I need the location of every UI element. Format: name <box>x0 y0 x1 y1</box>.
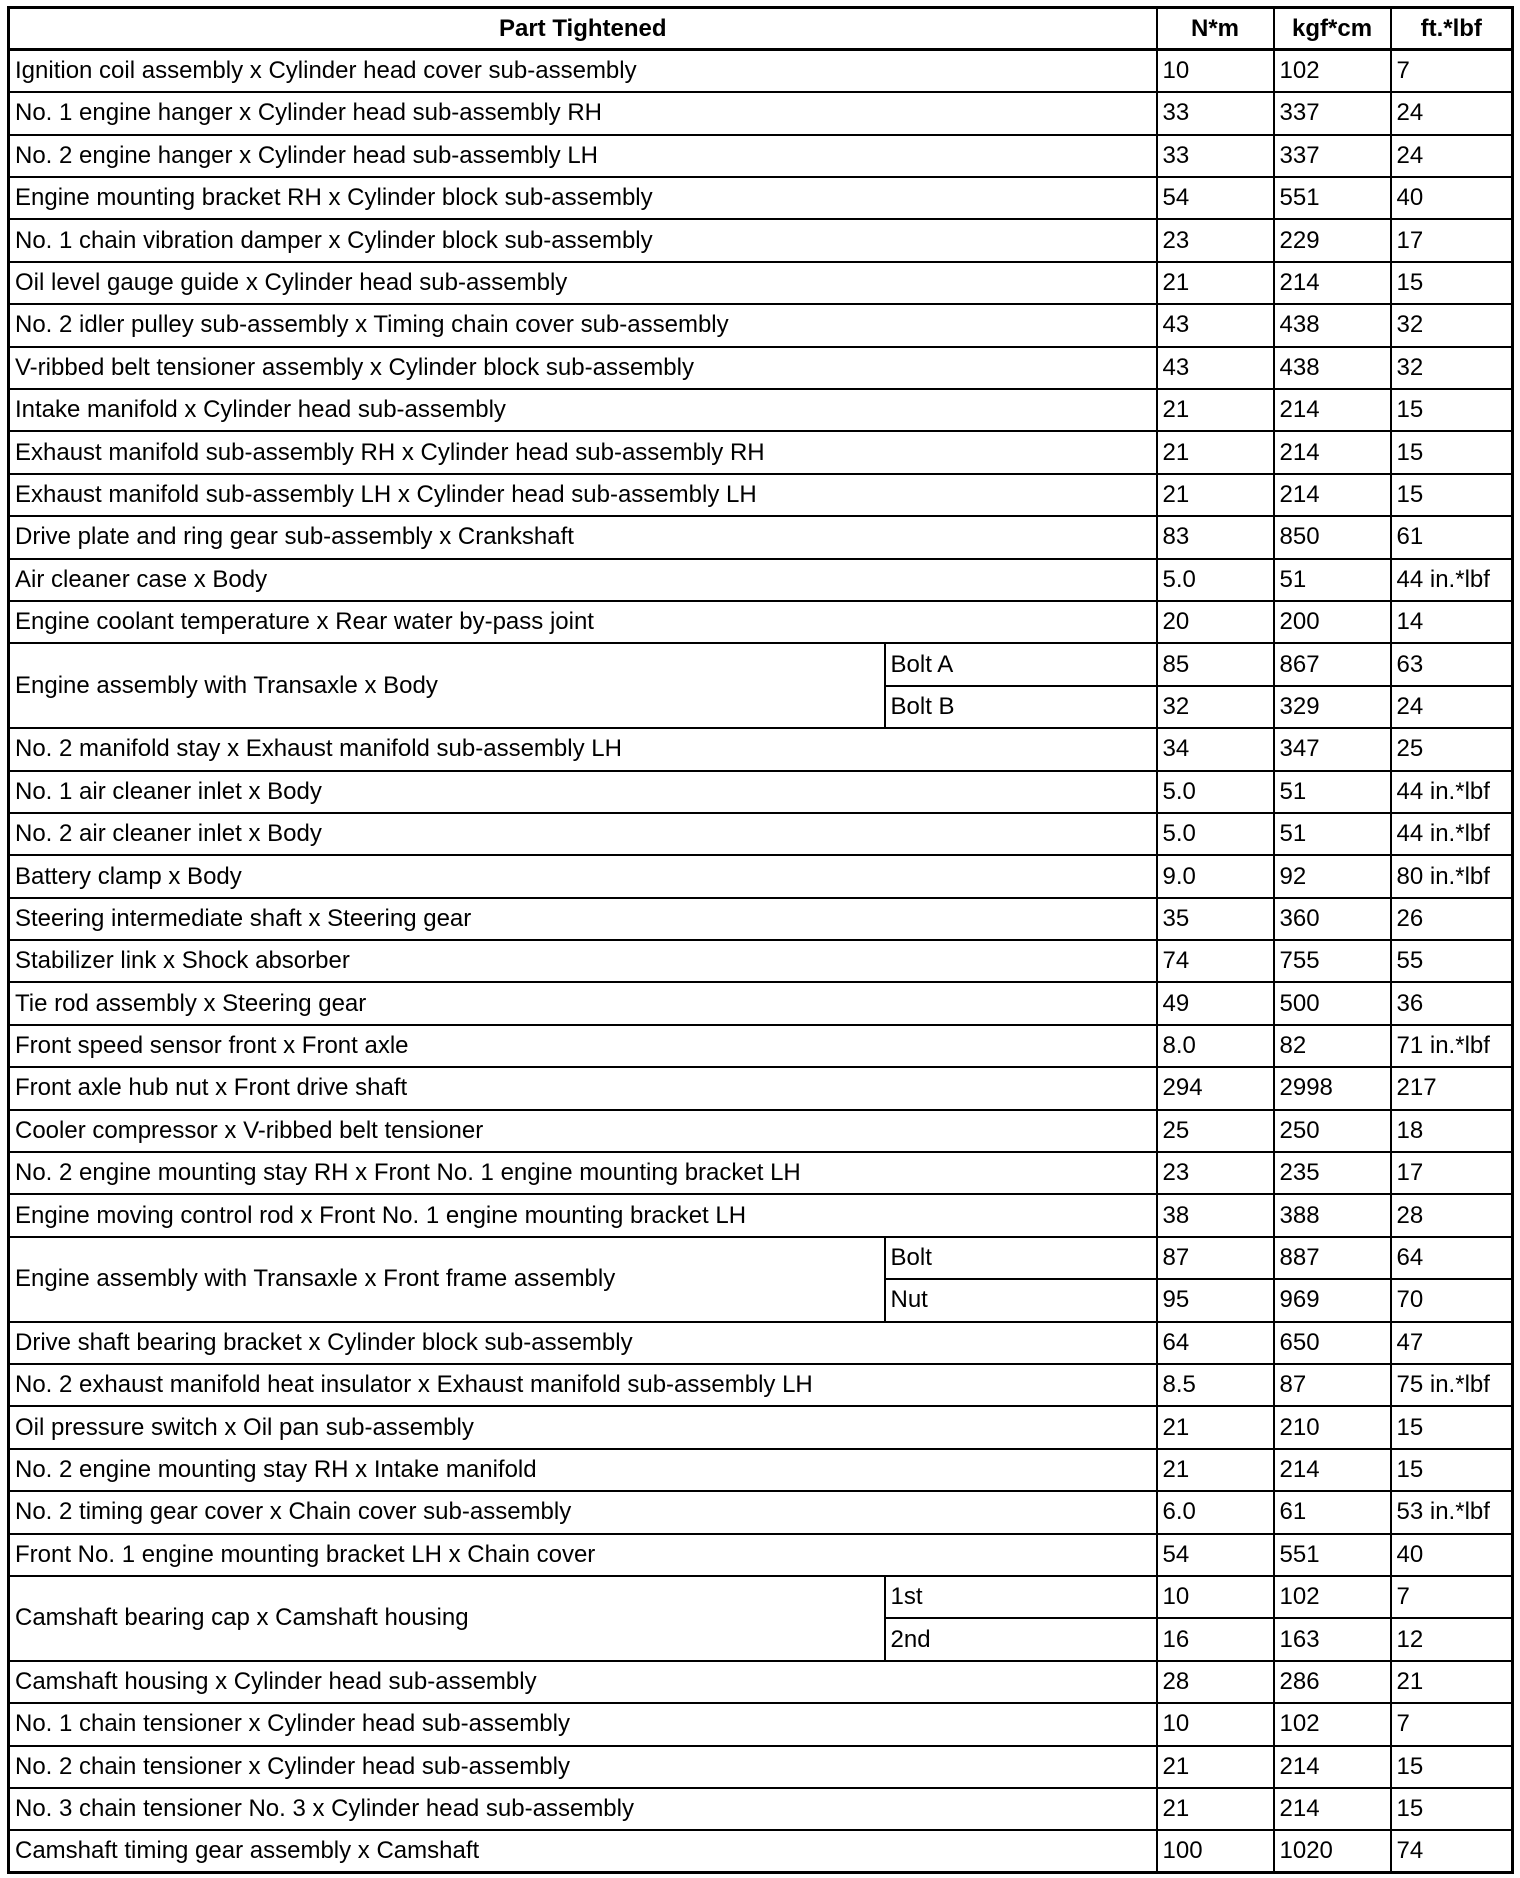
table-row <box>9 1152 1513 1194</box>
table-row <box>9 135 1513 177</box>
torque-kgf-cell: 102 <box>1274 1703 1391 1745</box>
torque-ft-cell: 64 <box>1391 1237 1513 1279</box>
header-row <box>9 8 1513 50</box>
table-row <box>9 855 1513 897</box>
part-name-cell: No. 2 engine mounting stay RH x Front No. 1 engine mounting bracket LH <box>9 1152 1157 1194</box>
torque-ft-cell: 47 <box>1391 1322 1513 1364</box>
torque-ft-cell: 15 <box>1391 431 1513 473</box>
torque-kgf-cell: 210 <box>1274 1406 1391 1448</box>
torque-nm-cell: 54 <box>1157 177 1274 219</box>
part-name-cell: No. 2 idler pulley sub-assembly x Timing chain cover sub-assembly <box>9 304 1157 346</box>
torque-ft-cell: 55 <box>1391 940 1513 982</box>
torque-kgf-cell: 102 <box>1274 1576 1391 1618</box>
torque-nm-cell: 21 <box>1157 262 1274 304</box>
torque-ft-cell: 18 <box>1391 1110 1513 1152</box>
torque-kgf-cell: 102 <box>1274 50 1391 92</box>
torque-nm-cell: 20 <box>1157 601 1274 643</box>
fastener-label-cell: 2nd <box>885 1618 1157 1660</box>
table-row <box>9 304 1513 346</box>
torque-nm-cell: 10 <box>1157 50 1274 92</box>
part-name-cell: Front speed sensor front x Front axle <box>9 1025 1157 1067</box>
part-name-cell: Oil pressure switch x Oil pan sub-assembly <box>9 1406 1157 1448</box>
torque-ft-cell: 14 <box>1391 601 1513 643</box>
torque-nm-cell: 16 <box>1157 1618 1274 1660</box>
torque-kgf-cell: 551 <box>1274 177 1391 219</box>
torque-nm-cell: 21 <box>1157 389 1274 431</box>
torque-kgf-cell: 61 <box>1274 1491 1391 1533</box>
torque-kgf-cell: 92 <box>1274 855 1391 897</box>
part-name-cell: Stabilizer link x Shock absorber <box>9 940 1157 982</box>
torque-ft-cell: 15 <box>1391 262 1513 304</box>
table-row <box>9 431 1513 473</box>
table-row <box>9 1449 1513 1491</box>
torque-ft-cell: 63 <box>1391 643 1513 685</box>
table-row <box>9 643 1513 685</box>
part-name-cell: Exhaust manifold sub-assembly RH x Cylinder head sub-assembly RH <box>9 431 1157 473</box>
part-name-cell: No. 2 engine mounting stay RH x Intake manifold <box>9 1449 1157 1491</box>
torque-kgf-cell: 87 <box>1274 1364 1391 1406</box>
table-row <box>9 898 1513 940</box>
table-row <box>9 262 1513 304</box>
torque-ft-cell: 53 in.*lbf <box>1391 1491 1513 1533</box>
torque-nm-cell: 21 <box>1157 431 1274 473</box>
part-name-cell: Engine assembly with Transaxle x Body <box>9 643 885 728</box>
torque-ft-cell: 7 <box>1391 1703 1513 1745</box>
torque-nm-cell: 8.5 <box>1157 1364 1274 1406</box>
table-row <box>9 1364 1513 1406</box>
table-row <box>9 559 1513 601</box>
part-name-cell: Steering intermediate shaft x Steering gear <box>9 898 1157 940</box>
part-name-cell: No. 2 chain tensioner x Cylinder head sub-assembly <box>9 1746 1157 1788</box>
table-row <box>9 1746 1513 1788</box>
torque-ft-cell: 40 <box>1391 177 1513 219</box>
torque-ft-cell: 80 in.*lbf <box>1391 855 1513 897</box>
torque-nm-cell: 25 <box>1157 1110 1274 1152</box>
header-part-tightened: Part Tightened <box>9 8 1157 50</box>
torque-kgf-cell: 360 <box>1274 898 1391 940</box>
torque-kgf-cell: 235 <box>1274 1152 1391 1194</box>
torque-kgf-cell: 214 <box>1274 1449 1391 1491</box>
fastener-label-cell: Bolt A <box>885 643 1157 685</box>
table-row <box>9 601 1513 643</box>
torque-kgf-cell: 867 <box>1274 643 1391 685</box>
torque-nm-cell: 83 <box>1157 516 1274 558</box>
torque-ft-cell: 7 <box>1391 50 1513 92</box>
torque-ft-cell: 44 in.*lbf <box>1391 813 1513 855</box>
torque-ft-cell: 24 <box>1391 135 1513 177</box>
part-name-cell: No. 2 air cleaner inlet x Body <box>9 813 1157 855</box>
fastener-label-cell: 1st <box>885 1576 1157 1618</box>
torque-kgf-cell: 200 <box>1274 601 1391 643</box>
torque-kgf-cell: 551 <box>1274 1534 1391 1576</box>
torque-kgf-cell: 51 <box>1274 771 1391 813</box>
torque-kgf-cell: 214 <box>1274 431 1391 473</box>
torque-kgf-cell: 438 <box>1274 304 1391 346</box>
table-row <box>9 474 1513 516</box>
torque-ft-cell: 15 <box>1391 1746 1513 1788</box>
torque-nm-cell: 85 <box>1157 643 1274 685</box>
part-name-cell: Engine mounting bracket RH x Cylinder block sub-assembly <box>9 177 1157 219</box>
torque-nm-cell: 10 <box>1157 1576 1274 1618</box>
torque-nm-cell: 5.0 <box>1157 813 1274 855</box>
table-row <box>9 1406 1513 1448</box>
torque-nm-cell: 21 <box>1157 1788 1274 1830</box>
part-name-cell: No. 1 chain tensioner x Cylinder head sub-assembly <box>9 1703 1157 1745</box>
table-row <box>9 389 1513 431</box>
torque-ft-cell: 32 <box>1391 347 1513 389</box>
table-row <box>9 1491 1513 1533</box>
table-row <box>9 1067 1513 1109</box>
header-newton-meters: N*m <box>1157 8 1274 50</box>
torque-nm-cell: 21 <box>1157 1449 1274 1491</box>
torque-ft-cell: 15 <box>1391 1406 1513 1448</box>
table-row <box>9 1703 1513 1745</box>
torque-kgf-cell: 969 <box>1274 1279 1391 1321</box>
torque-kgf-cell: 51 <box>1274 559 1391 601</box>
torque-ft-cell: 25 <box>1391 728 1513 770</box>
torque-nm-cell: 294 <box>1157 1067 1274 1109</box>
torque-ft-cell: 36 <box>1391 982 1513 1024</box>
torque-ft-cell: 217 <box>1391 1067 1513 1109</box>
torque-nm-cell: 43 <box>1157 347 1274 389</box>
fastener-label-cell: Bolt <box>885 1237 1157 1279</box>
torque-kgf-cell: 650 <box>1274 1322 1391 1364</box>
part-name-cell: Oil level gauge guide x Cylinder head sub-assembly <box>9 262 1157 304</box>
torque-kgf-cell: 388 <box>1274 1194 1391 1236</box>
torque-nm-cell: 87 <box>1157 1237 1274 1279</box>
torque-nm-cell: 28 <box>1157 1661 1274 1703</box>
torque-ft-cell: 15 <box>1391 1449 1513 1491</box>
table-row <box>9 1576 1513 1618</box>
part-name-cell: Camshaft timing gear assembly x Camshaft <box>9 1830 1157 1872</box>
torque-nm-cell: 6.0 <box>1157 1491 1274 1533</box>
torque-ft-cell: 70 <box>1391 1279 1513 1321</box>
part-name-cell: Drive shaft bearing bracket x Cylinder block sub-assembly <box>9 1322 1157 1364</box>
torque-kgf-cell: 229 <box>1274 219 1391 261</box>
torque-specification-table <box>7 6 1514 1874</box>
table-row <box>9 1788 1513 1830</box>
torque-ft-cell: 44 in.*lbf <box>1391 559 1513 601</box>
part-name-cell: Engine assembly with Transaxle x Front frame assembly <box>9 1237 885 1322</box>
table-row <box>9 219 1513 261</box>
torque-nm-cell: 74 <box>1157 940 1274 982</box>
torque-ft-cell: 15 <box>1391 1788 1513 1830</box>
table-row <box>9 92 1513 134</box>
fastener-label-cell: Nut <box>885 1279 1157 1321</box>
torque-nm-cell: 21 <box>1157 474 1274 516</box>
torque-nm-cell: 9.0 <box>1157 855 1274 897</box>
part-name-cell: Front No. 1 engine mounting bracket LH x Chain cover <box>9 1534 1157 1576</box>
torque-kgf-cell: 1020 <box>1274 1830 1391 1872</box>
torque-kgf-cell: 250 <box>1274 1110 1391 1152</box>
torque-kgf-cell: 214 <box>1274 1746 1391 1788</box>
torque-kgf-cell: 214 <box>1274 474 1391 516</box>
table-row <box>9 1661 1513 1703</box>
torque-ft-cell: 61 <box>1391 516 1513 558</box>
torque-nm-cell: 95 <box>1157 1279 1274 1321</box>
torque-kgf-cell: 755 <box>1274 940 1391 982</box>
part-name-cell: Tie rod assembly x Steering gear <box>9 982 1157 1024</box>
part-name-cell: No. 3 chain tensioner No. 3 x Cylinder head sub-assembly <box>9 1788 1157 1830</box>
table-row <box>9 177 1513 219</box>
torque-ft-cell: 32 <box>1391 304 1513 346</box>
table-row <box>9 50 1513 92</box>
torque-kgf-cell: 850 <box>1274 516 1391 558</box>
table-row <box>9 1110 1513 1152</box>
part-name-cell: Camshaft housing x Cylinder head sub-assembly <box>9 1661 1157 1703</box>
table-row <box>9 347 1513 389</box>
torque-nm-cell: 10 <box>1157 1703 1274 1745</box>
part-name-cell: No. 2 timing gear cover x Chain cover sub-assembly <box>9 1491 1157 1533</box>
torque-ft-cell: 75 in.*lbf <box>1391 1364 1513 1406</box>
torque-kgf-cell: 438 <box>1274 347 1391 389</box>
fastener-label-cell: Bolt B <box>885 686 1157 728</box>
torque-ft-cell: 7 <box>1391 1576 1513 1618</box>
torque-ft-cell: 28 <box>1391 1194 1513 1236</box>
torque-kgf-cell: 214 <box>1274 389 1391 431</box>
torque-kgf-cell: 329 <box>1274 686 1391 728</box>
torque-nm-cell: 54 <box>1157 1534 1274 1576</box>
torque-kgf-cell: 286 <box>1274 1661 1391 1703</box>
part-name-cell: Camshaft bearing cap x Camshaft housing <box>9 1576 885 1661</box>
part-name-cell: No. 2 engine hanger x Cylinder head sub-assembly LH <box>9 135 1157 177</box>
torque-nm-cell: 8.0 <box>1157 1025 1274 1067</box>
torque-ft-cell: 74 <box>1391 1830 1513 1872</box>
torque-kgf-cell: 214 <box>1274 1788 1391 1830</box>
table-row <box>9 1322 1513 1364</box>
part-name-cell: No. 2 exhaust manifold heat insulator x Exhaust manifold sub-assembly LH <box>9 1364 1157 1406</box>
part-name-cell: No. 1 chain vibration damper x Cylinder block sub-assembly <box>9 219 1157 261</box>
torque-kgf-cell: 337 <box>1274 92 1391 134</box>
torque-nm-cell: 21 <box>1157 1746 1274 1788</box>
part-name-cell: Ignition coil assembly x Cylinder head cover sub-assembly <box>9 50 1157 92</box>
part-name-cell: Air cleaner case x Body <box>9 559 1157 601</box>
torque-nm-cell: 100 <box>1157 1830 1274 1872</box>
torque-ft-cell: 17 <box>1391 1152 1513 1194</box>
torque-nm-cell: 34 <box>1157 728 1274 770</box>
table-row <box>9 1025 1513 1067</box>
torque-nm-cell: 33 <box>1157 92 1274 134</box>
torque-nm-cell: 49 <box>1157 982 1274 1024</box>
table-row <box>9 728 1513 770</box>
torque-kgf-cell: 500 <box>1274 982 1391 1024</box>
part-name-cell: No. 1 air cleaner inlet x Body <box>9 771 1157 813</box>
torque-ft-cell: 26 <box>1391 898 1513 940</box>
table-row <box>9 813 1513 855</box>
part-name-cell: No. 2 manifold stay x Exhaust manifold sub-assembly LH <box>9 728 1157 770</box>
torque-kgf-cell: 2998 <box>1274 1067 1391 1109</box>
torque-ft-cell: 44 in.*lbf <box>1391 771 1513 813</box>
part-name-cell: No. 1 engine hanger x Cylinder head sub-assembly RH <box>9 92 1157 134</box>
torque-ft-cell: 21 <box>1391 1661 1513 1703</box>
torque-ft-cell: 24 <box>1391 686 1513 728</box>
torque-kgf-cell: 163 <box>1274 1618 1391 1660</box>
torque-nm-cell: 32 <box>1157 686 1274 728</box>
header-kgf-cm: kgf*cm <box>1274 8 1391 50</box>
part-name-cell: Front axle hub nut x Front drive shaft <box>9 1067 1157 1109</box>
torque-nm-cell: 23 <box>1157 219 1274 261</box>
torque-ft-cell: 15 <box>1391 389 1513 431</box>
part-name-cell: Intake manifold x Cylinder head sub-assembly <box>9 389 1157 431</box>
torque-nm-cell: 38 <box>1157 1194 1274 1236</box>
table-row <box>9 940 1513 982</box>
table-row <box>9 516 1513 558</box>
torque-ft-cell: 12 <box>1391 1618 1513 1660</box>
part-name-cell: V-ribbed belt tensioner assembly x Cylinder block sub-assembly <box>9 347 1157 389</box>
torque-nm-cell: 5.0 <box>1157 559 1274 601</box>
part-name-cell: Exhaust manifold sub-assembly LH x Cylinder head sub-assembly LH <box>9 474 1157 516</box>
header-ft-lbf: ft.*lbf <box>1391 8 1513 50</box>
torque-nm-cell: 35 <box>1157 898 1274 940</box>
torque-kgf-cell: 82 <box>1274 1025 1391 1067</box>
torque-kgf-cell: 51 <box>1274 813 1391 855</box>
torque-nm-cell: 43 <box>1157 304 1274 346</box>
table-row <box>9 1237 1513 1279</box>
table-row <box>9 771 1513 813</box>
torque-kgf-cell: 887 <box>1274 1237 1391 1279</box>
torque-ft-cell: 24 <box>1391 92 1513 134</box>
torque-ft-cell: 40 <box>1391 1534 1513 1576</box>
part-name-cell: Engine moving control rod x Front No. 1 engine mounting bracket LH <box>9 1194 1157 1236</box>
torque-nm-cell: 33 <box>1157 135 1274 177</box>
torque-kgf-cell: 337 <box>1274 135 1391 177</box>
table-row <box>9 1194 1513 1236</box>
table-row <box>9 982 1513 1024</box>
torque-nm-cell: 5.0 <box>1157 771 1274 813</box>
table-row <box>9 1830 1513 1872</box>
torque-ft-cell: 17 <box>1391 219 1513 261</box>
part-name-cell: Drive plate and ring gear sub-assembly x Crankshaft <box>9 516 1157 558</box>
torque-ft-cell: 15 <box>1391 474 1513 516</box>
torque-kgf-cell: 214 <box>1274 262 1391 304</box>
table-row <box>9 1534 1513 1576</box>
torque-kgf-cell: 347 <box>1274 728 1391 770</box>
part-name-cell: Cooler compressor x V-ribbed belt tensioner <box>9 1110 1157 1152</box>
torque-ft-cell: 71 in.*lbf <box>1391 1025 1513 1067</box>
part-name-cell: Battery clamp x Body <box>9 855 1157 897</box>
torque-nm-cell: 23 <box>1157 1152 1274 1194</box>
torque-nm-cell: 21 <box>1157 1406 1274 1448</box>
torque-nm-cell: 64 <box>1157 1322 1274 1364</box>
part-name-cell: Engine coolant temperature x Rear water by-pass joint <box>9 601 1157 643</box>
